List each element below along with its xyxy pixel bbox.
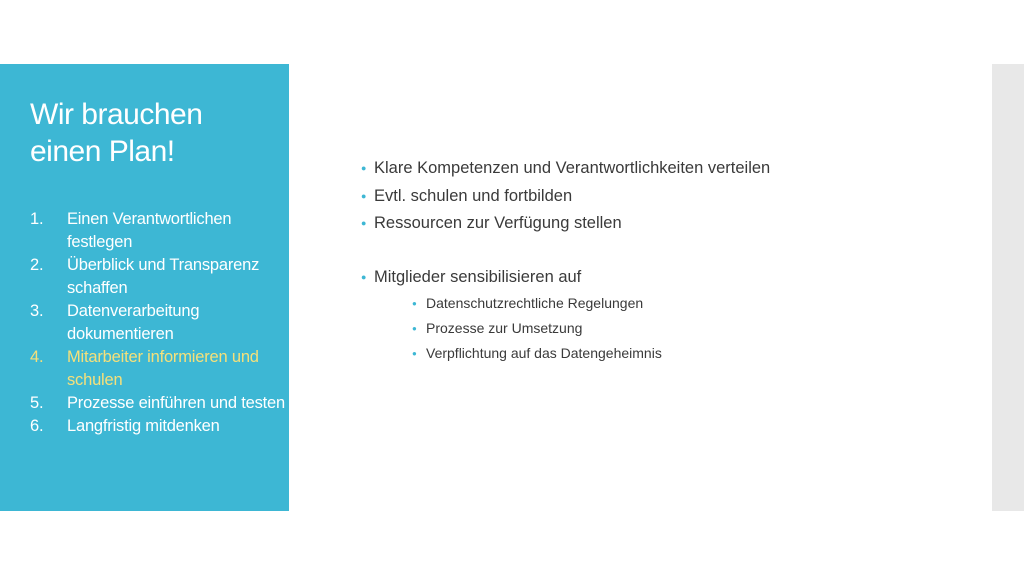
step-number: 6. bbox=[30, 417, 44, 435]
plan-step bbox=[30, 392, 285, 415]
step-text: Prozesse einführen und testen bbox=[67, 394, 286, 412]
bullet-icon: ● bbox=[361, 163, 367, 173]
bullet-text: Mitglieder sensibilisieren auf bbox=[374, 267, 582, 286]
bullet-item bbox=[360, 183, 960, 211]
bullet-item bbox=[360, 155, 960, 183]
sub-bullet-text: Prozesse zur Umsetzung bbox=[426, 320, 583, 336]
step-number: 3. bbox=[30, 302, 44, 320]
bullet-icon: ● bbox=[361, 190, 367, 201]
step-number: 4. bbox=[30, 348, 44, 366]
content-area bbox=[360, 155, 960, 366]
plan-step bbox=[30, 300, 285, 346]
plan-step bbox=[30, 415, 285, 438]
plan-step-current bbox=[30, 346, 285, 392]
sub-bullet-text: Datenschutzrechtliche Regelungen bbox=[426, 295, 644, 311]
right-edge-strip bbox=[992, 64, 1024, 511]
step-number: 5. bbox=[30, 394, 44, 412]
bullet-icon: ● bbox=[361, 271, 367, 282]
step-text: Mitarbeiter informieren und schulen bbox=[67, 348, 259, 389]
bullet-list bbox=[360, 155, 960, 366]
sub-bullet-icon: ● bbox=[412, 324, 417, 333]
plan-step bbox=[30, 208, 285, 254]
step-number: 2. bbox=[30, 256, 44, 274]
bullet-icon: ● bbox=[361, 218, 367, 228]
bullet-text: Evtl. schulen und fortbilden bbox=[374, 186, 573, 205]
bullet-text: Ressourcen zur Verfügung stellen bbox=[374, 214, 622, 232]
slide-title: Wir brauchen einen Plan! bbox=[30, 98, 203, 168]
sub-bullet-text: Verpflichtung auf das Datengeheimnis bbox=[426, 345, 662, 361]
plan-step bbox=[30, 254, 285, 300]
sub-bullet-item bbox=[374, 291, 960, 316]
sub-bullet-icon: ● bbox=[412, 299, 417, 308]
bullet-item bbox=[360, 264, 960, 367]
sub-bullet-item bbox=[374, 341, 960, 366]
step-text: Datenverarbeitung dokumentieren bbox=[67, 302, 200, 343]
step-text: Überblick und Transparenz schaffen bbox=[67, 256, 260, 297]
plan-steps-list bbox=[30, 208, 285, 438]
step-text: Langfristig mitdenken bbox=[67, 417, 220, 435]
step-number: 1. bbox=[30, 210, 44, 228]
sub-bullet-item bbox=[374, 316, 960, 341]
bullet-text: Klare Kompetenzen und Verantwortlichkeiten verteilen bbox=[374, 159, 771, 177]
sub-bullet-list bbox=[374, 291, 960, 366]
sub-bullet-icon: ● bbox=[412, 349, 417, 358]
step-text: Einen Verantwortlichen festlegen bbox=[67, 210, 232, 251]
bullet-item bbox=[360, 210, 960, 238]
